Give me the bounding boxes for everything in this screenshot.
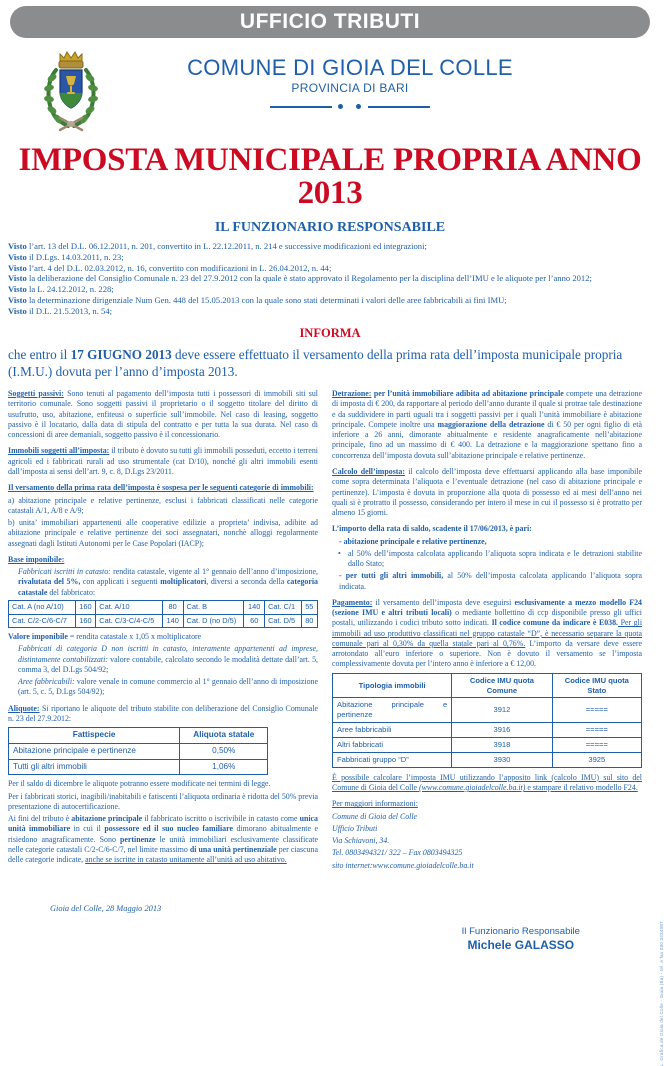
page-title: IMPOSTA MUNICIPALE PROPRIA ANNO 2013 (18, 142, 642, 211)
detrazione-heading: Detrazione: (332, 389, 372, 399)
table-row (9, 614, 318, 628)
aliquote-paragraph: Aliquote: Si riportano le aliquote del tributo stabilite con deliberazione del Consiglio Comunale n. 23 del 27.9.2012: (8, 703, 318, 723)
multiplier-value: 160 (75, 614, 96, 628)
column-header-aliquota: Aliquota statale (180, 728, 268, 744)
saldo-lead: L’importo della rata di saldo, scadente il 17/06/2013, è pari: (332, 524, 532, 534)
soggetti-passivi-heading: Soggetti passivi: (8, 389, 64, 399)
contacts-heading: Per maggiori informazioni: (332, 799, 418, 809)
page-subtitle: IL FUNZIONARIO RESPONSABILE (214, 220, 446, 235)
multiplier-label: Cat. C/3-C/4-C/5 (96, 614, 163, 628)
saldo-item-abitazione: - abitazione principale e relative pertinenze, (339, 536, 487, 546)
multiplier-label: Cat. D (no D/5) (183, 614, 244, 628)
legal-reference-item: Visto la L. 24.12.2012, n. 228; (8, 284, 114, 295)
multiplier-value: 80 (162, 600, 183, 614)
section-soggetti-passivi: Soggetti passivi: Sono tenuti al pagamento dell’imposta tutti i possessori di immobili siti sul territorio comunale. Sono soggetti passivi il proprietario o il soggetto titolare del diritto di usufrutto, uso, abitazione, enfiteusi o superficie sull’immobile. Nel caso di leasing, soggetto passivo è il locatario, dalla data di stipula del contratto e per tutta la sua durata. Nel caso di concessioni di aree demaniali, soggetto passivo è il concessionario. (8, 389, 318, 440)
sospensione-heading: Il versamento della prima rata dell’imposta è sospesa per le seguenti categorie di immobili: (8, 483, 314, 493)
multiplier-value: 60 (244, 614, 265, 628)
rate-value: 0,50% (180, 743, 268, 759)
table-header-row (333, 673, 642, 698)
column-header-codice-stato: Codice IMU quota Stato (552, 673, 641, 698)
code-stato: ===== (552, 698, 641, 723)
table-row (9, 743, 268, 759)
code-comune: 3916 (452, 723, 552, 738)
valore-imponibile-formula: Valore imponibile = rendita catastale x 1,05 x moltiplicatore (8, 632, 202, 642)
code-stato: ===== (552, 738, 641, 753)
fabbricati-d-paragraph: Fabbricati di categoria D non iscritti in catasto, interamente appartenenti ad imprese, distintamente contabilizzati: valore contabile, calcolato secondo le modalità dettate dall’art. 5, comma 3, del D.Lgs 504/92; (18, 644, 318, 674)
visto-keyword: Visto (8, 305, 27, 316)
section-immobili-soggetti: Immobili soggetti all’imposta: il tributo è dovuto su tutti gli immobili posseduti, eccetto i terreni agricoli ed i fabbricati rurali ad uso strumentale (cat D/10), nonché gli altri immobili esenti dall’imposta ai sensi dell’art. 9, c. 8, D.Lgs 23/2011. (8, 446, 318, 476)
municipality-name: COMUNE DI GIOIA DEL COLLE (187, 55, 513, 80)
legal-reference-item: Visto l’art. 4 del D.L. 02.03.2012, n. 16, convertito con modificazioni in L. 26.04.2012, n. 44; (8, 262, 332, 273)
rate-value: 1,06% (180, 759, 268, 775)
visto-keyword: Visto (8, 251, 27, 262)
office-banner-label: UFFICIO TRIBUTI (239, 10, 421, 33)
informa-heading: INFORMA (299, 325, 361, 340)
rates-table (8, 727, 268, 775)
body-columns (8, 389, 652, 873)
legal-reference-item: Visto l’art. 13 del D.L. 06.12.2011, n. 201, convertito in L. 22.12.2011, n. 214 e successive modificazioni ed integrazioni; (8, 241, 427, 251)
multiplier-label: Cat. C/1 (265, 600, 302, 614)
contact-line: Via Schiavoni, 34. (332, 836, 390, 846)
code-stato: ===== (552, 723, 641, 738)
immobili-soggetti-heading: Immobili soggetti all’imposta: (8, 446, 110, 456)
note-fabbricati-storici: Per i fabbricati storici, inagibili/inabitabili e fatiscenti l’aliquota ordinaria è ridotta del 50% previa presentazione di autocertificazione. (8, 791, 318, 811)
contact-line: Ufficio Tributi (332, 823, 378, 833)
table-row (333, 752, 642, 767)
saldo-due-date: 17/06/2013 (469, 524, 506, 534)
code-comune: 3930 (452, 752, 552, 767)
code-tipologia: Aree fabbricabili (333, 723, 452, 738)
multipliers-table (8, 600, 318, 628)
province-name: PROVINCIA DI BARI (291, 81, 409, 96)
legal-reference-item: Visto il D.L. 21.5.2013, n. 54; (8, 305, 113, 316)
legal-reference-item: Visto la deliberazione del Consiglio Comunale n. 23 del 27.9.2012 con la quale è stato approvato il Regolamento per la disciplina dell’IMU e le aliquote per l’anno 2012; (8, 273, 592, 284)
code-comune: 3918 (452, 738, 552, 753)
visto-keyword: Visto (8, 295, 27, 306)
table-row (333, 738, 642, 753)
printer-credit: L. Grafica de Gioia del Colle - Gioia (Ba) - tel. e fax 080 3434987 (659, 921, 664, 1066)
multiplier-value: 140 (162, 614, 183, 628)
aliquote-heading: Aliquote: (8, 703, 40, 713)
column-header-fattispecie: Fattispecie (9, 728, 180, 744)
multiplier-label: Cat. A (no A/10) (9, 600, 76, 614)
visto-keyword: Visto (8, 262, 27, 273)
multiplier-value: 80 (301, 614, 317, 628)
multiplier-label: Cat. C/2-C/6-C/7 (9, 614, 76, 628)
issue-place-date: Gioia del Colle, 28 Maggio 2013 (50, 904, 162, 913)
code-tipologia: Fabbricati gruppo “D” (333, 752, 452, 767)
table-header-row (9, 728, 268, 744)
legal-references-list (8, 241, 652, 317)
aree-fabbricabili-paragraph: Aree fabbricabili: valore venale in comune commercio al 1° gennaio dell’anno di imposizione (art. 5, c. 5, D.Lgs 504/92); (18, 677, 318, 697)
municipality-block (140, 56, 560, 111)
signature-role: Il Funzionario Responsabile (461, 926, 580, 937)
coat-of-arms-icon (42, 48, 100, 134)
imu-codes-table (332, 673, 642, 768)
left-column (8, 389, 318, 871)
rate-fattispecie: Tutti gli altri immobili (9, 759, 180, 775)
table-row (9, 600, 318, 614)
calcolo-heading: Calcolo dell’imposta: (332, 466, 405, 476)
codice-comune: Il codice comune da indicare è E038. (491, 618, 619, 628)
tax-notice-page (0, 6, 664, 1066)
visto-keyword: Visto (8, 273, 27, 284)
multiplier-label: Cat. A/10 (96, 600, 163, 614)
fabbricati-catasto-paragraph: Fabbricati iscritti in catasto: rendita catastale, vigente al 1° gennaio dell’anno d’imposizione, rivalutata del 5%, con applicati i seguenti moltiplicatori, diversi a seconda della categoria catastale del fabbricato: (18, 567, 319, 597)
base-imponibile-heading: Base imponibile: (8, 554, 65, 564)
contact-line: Comune di Gioia del Colle (332, 811, 418, 821)
table-row (9, 759, 268, 775)
section-detrazione: Detrazione: per l’unità immobiliare adibita ad abitazione principale compete una detrazione di imposta di € 200, da rapportare al periodo dell’anno durante il quale si protrae tale destinazione e da suddividere in parti uguali tra i soggetti passivi per i quali l’unità immobiliare è abitazione principale. Compete inoltre una maggiorazione della detrazione di € 50 per ogni figlio di età inferiore a 26 anni, dimorante abitualmente e residente anagraficamente nell’abitazione principale, fino ad un massimo di € 400. La detrazione e la maggiorazione spettano fino a concorrenza dell’imposta dovuta sull’abitazione principale e relative pertinenze. (332, 389, 643, 460)
sospensione-item-b: b) unita’ immobiliari appartenenti alle cooperative edilizie a proprieta’ indivisa, adibite ad abitazione principale e relative pertinenze dei soci assegnatari, nonchè alloggi regolarmente assegnati dagli Istituti Autonomi per le Case Popolari (IACP); (8, 518, 318, 548)
section-pagamento: Pagamento: il versamento dell’imposta deve eseguirsi esclusivamente a mezzo modello F24 (sezione IMU e altri tributi locali) o mediante bollettino di ccp disponibile presso gli uffici postali, utilizzando i codici tributo sotto indicati. Il codice comune da indicare è E038. Per gli immobili ad uso produttivo classificati nel gruppo catastale “D”, è necessario separare la quota comunale pari al 0,30% da quella statale pari al 0,76%. L’importo da versare deve essere arrotondato all’euro inferiore o superiore. Non è dovuto il versamento se l’imposta complessivamente dovuta per l’intero anno è inferiore a € 12,00. (332, 597, 643, 669)
legal-reference-item: Visto il D.Lgs. 14.03.2011, n. 23; (8, 251, 124, 262)
code-tipologia: Abitazione principale e pertinenze (333, 698, 452, 723)
rate-fattispecie: Abitazione principale e pertinenze (9, 743, 180, 759)
note-abitazione-principale: Ai fini del tributo è abitazione principale il fabbricato iscritto o iscrivibile in catasto come unica unità immobiliare in cui il possessore ed il suo nucleo familiare dimorano abitualmente e risiedono anagraficamente. Sono pertinenze le unità immobiliari esclusivamente classificate nelle categorie catastali C/2-C/6-C/7, nel limite massimo di una unità pertinenziale per ciascuna delle categorie indicate, anche se iscritte in catasto unitamente all’unità ad uso abitativo. (8, 814, 319, 865)
code-stato: 3925 (552, 752, 641, 767)
contact-website[interactable]: sito internet:www.comune.gioiadelcolle.ba.it (332, 860, 474, 870)
multiplier-value: 55 (301, 600, 317, 614)
table-row (333, 698, 642, 723)
pagamento-heading: Pagamento: (332, 597, 373, 607)
deadline-date: 17 GIUGNO 2013 (70, 346, 172, 362)
multiplier-value: 140 (244, 600, 265, 614)
deadline-statement: che entro il 17 GIUGNO 2013 deve essere effettuato il versamento della prima rata dell’imposta municipale propria (I.M.U.) dovuta per l’anno d’imposta 2013. (8, 346, 623, 379)
office-banner (10, 6, 650, 38)
ornamental-divider (270, 103, 430, 111)
multiplier-label: Cat. D/5 (265, 614, 302, 628)
signature-block (462, 926, 580, 953)
contact-phone: Tel. 0803494321/ 322 – Fax 0803494325 (332, 848, 463, 858)
code-tipologia: Altri fabbricati (333, 738, 452, 753)
visto-keyword: Visto (8, 241, 27, 251)
website-link[interactable]: (www.comune.gioiadelcolle.ba.it) (419, 783, 526, 793)
column-header-codice-comune: Codice IMU quota Comune (452, 673, 552, 698)
saldo-item-altri: - per tutti gli altri immobili, al 50% dell’imposta calcolata applicando l’aliquota sopra indicata. (339, 571, 642, 591)
visto-keyword: Visto (8, 284, 27, 295)
legal-reference-item: Visto la determinazione dirigenziale Num Gen. 448 del 15.05.2013 con la quale sono stati determinati i valori delle aree fabbricabili ai fini IMU; (8, 295, 507, 306)
fabbricati-catasto-label: Fabbricati iscritti in catasto: (18, 567, 111, 577)
saldo-bullet-abitazione: • al 50% dell’imposta calcolata applicando l’aliquota sopra indicata e le detrazioni stabilite dallo Stato; (332, 549, 642, 570)
section-calcolo-imposta: Calcolo dell’imposta: il calcolo dell’imposta deve effettuarsi applicando alla base imponibile come sopra determinata l’aliquota e l’eventuale detrazione (nel caso di abitazione principale e pertinenze). L’imposta è dovuta in proporzione alla quota di possesso ed ai mesi dell’anno nei quali si è protratto il possesso, considerando per intero il mese in cui il possesso si è protratto per almeno 15 giorni. (332, 466, 642, 518)
masthead (0, 46, 660, 138)
code-comune: 3912 (452, 698, 552, 723)
multiplier-value: 160 (75, 600, 96, 614)
right-column (332, 389, 642, 873)
sospensione-item-a: a) abitazione principale e relative pertinenze, esclusi i fabbricati classificati nelle categorie catastali A/1, A/8 e A/9; (8, 495, 318, 515)
table-row (333, 723, 642, 738)
calcolo-link-note: È possibile calcolare l’imposta IMU utilizzando l’apposito link (calcolo IMU) sul sito del Comune di Gioia del Colle (www.comune.gioiadelcolle.ba.it) e stampare il relativo modello F24. (332, 772, 642, 793)
signature-name: Michele GALASSO (467, 937, 575, 952)
column-header-tipologia: Tipologia immobili (333, 673, 452, 698)
note-saldo: Per il saldo di dicembre le aliquote potranno essere modificate nei termini di legge. (8, 779, 271, 789)
multiplier-label: Cat. B (183, 600, 244, 614)
